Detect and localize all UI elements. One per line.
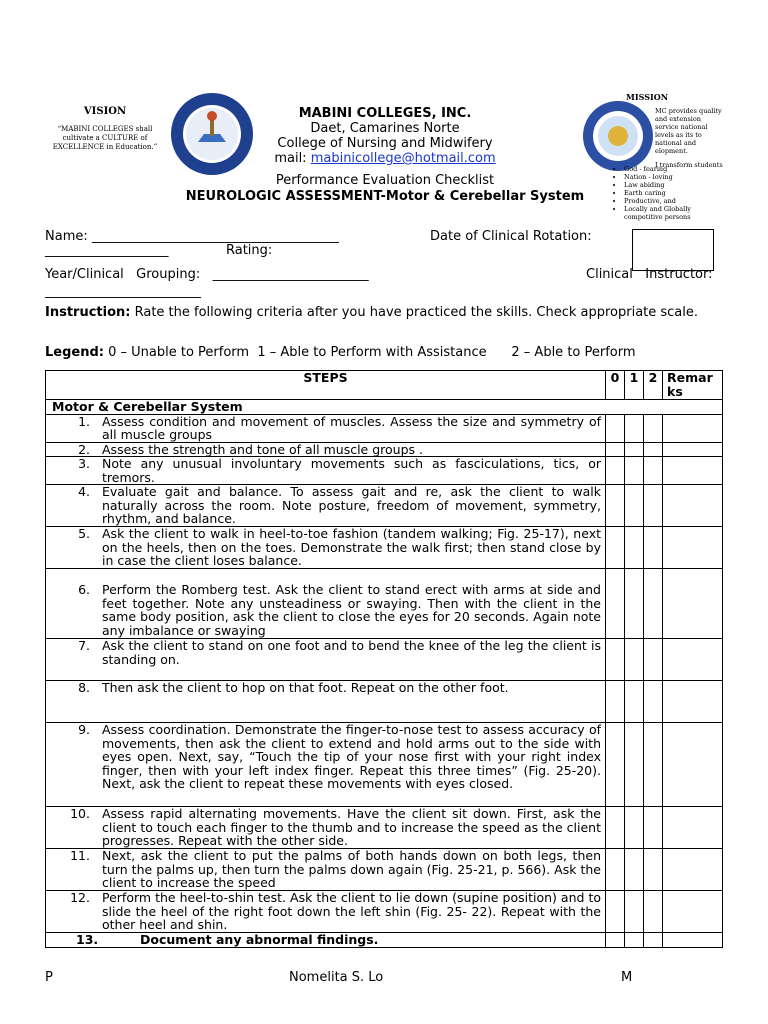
score-2-cell[interactable] [644,807,663,849]
step-text: Ask the client to stand on one foot and to bend the knee of the leg the client is standing on. [102,638,601,667]
score-1-cell[interactable] [625,485,644,527]
mission-sub: I transform students [655,161,723,169]
score-0-cell[interactable] [606,414,625,442]
instruction-label: Instruction: [45,305,131,320]
score-1-cell[interactable] [625,849,644,891]
remarks-cell[interactable] [663,891,723,933]
table-row [46,681,723,723]
instruction-text: Rate the following criteria after you have practiced the skills. Check appropriate scale. [130,305,699,320]
legend-label: Legend: [45,345,104,360]
legend [45,345,636,360]
mission-bullets [610,165,729,221]
table-row [46,414,723,442]
mission-bullet: • Productive, and [624,197,729,205]
score-1-cell[interactable] [625,442,644,457]
remarks-cell[interactable] [663,849,723,891]
remarks-header: Remarks [663,371,723,400]
score-1-cell[interactable] [625,933,644,948]
step-number: 6. [78,582,90,597]
step-number: 4. [78,484,90,499]
table-row [46,933,723,948]
step-number: 8. [78,680,90,695]
score-1-cell[interactable] [625,527,644,569]
step-number: 7. [78,638,90,653]
rating-label: Rating: [226,243,273,258]
score-0-cell[interactable] [606,723,625,807]
date-of-rotation-label: Date of Clinical Rotation: [430,229,592,244]
table-row [46,485,723,527]
score-0-header: 0 [606,371,625,400]
step-cell [46,457,606,485]
step-number: 11. [70,848,90,863]
remarks-cell[interactable] [663,639,723,681]
year-group-field[interactable]: Year/Clinical Grouping: ________________________ [45,267,369,282]
mission-text [655,107,725,169]
score-0-cell[interactable] [606,442,625,457]
score-1-cell[interactable] [625,639,644,681]
checklist-titles [150,173,620,205]
remarks-cell[interactable] [663,527,723,569]
step-number: 2. [78,441,90,457]
remarks-cell[interactable] [663,457,723,485]
step-text: Assess coordination. Demonstrate the finger-to-nose test to assess accuracy of movements, then ask the client to extend and hold arms out to the side with eyes open. Next, say, “Touch the tip of your nose first with your right index finger, then with your left index finger. Repeat this three times” (Fig. 25-20). Next, ask the client to repeat these movements with eyes closed. [102,722,601,791]
score-0-cell[interactable] [606,933,625,948]
step-text: Assess condition and movement of muscles. Assess the size and symmetry of all muscle groups [102,413,601,442]
score-0-cell[interactable] [606,569,625,639]
vision-text: “MABINI COLLEGES shall cultivate a CULTURE of EXCELLENCE in Education.” [52,125,158,151]
step-cell [46,527,606,569]
table-row [46,442,723,457]
step-text: Note any unusual involuntary movements such as fasciculations, tics, or tremors. [102,456,601,485]
remarks-cell[interactable] [663,485,723,527]
score-1-cell[interactable] [625,681,644,723]
score-0-cell[interactable] [606,807,625,849]
step-cell [46,807,606,849]
score-2-cell[interactable] [644,933,663,948]
score-2-header: 2 [644,371,663,400]
table-row [46,849,723,891]
step-cell [46,933,606,948]
table-row [46,639,723,681]
email-link[interactable]: mabinicollege@hotmail.com [310,151,496,166]
footer-center: Nomelita S. Lo [289,970,384,985]
step-text: Assess the strength and tone of all muscle groups . [102,441,423,457]
table-row [46,723,723,807]
step-cell [46,681,606,723]
mission-bullet: • Earth caring [624,189,729,197]
step-number: 1. [78,413,90,429]
step-cell [46,891,606,933]
score-0-cell[interactable] [606,527,625,569]
mission-bullet: • Law abiding [624,181,729,189]
score-2-cell[interactable] [644,569,663,639]
step-number: 10. [70,806,90,821]
score-2-cell[interactable] [644,457,663,485]
score-0-cell[interactable] [606,639,625,681]
score-2-cell[interactable] [644,485,663,527]
remarks-cell[interactable] [663,933,723,948]
remarks-cell[interactable] [663,723,723,807]
rating-blank[interactable]: ___________________ [45,243,169,258]
step-text: Document any abnormal findings. [140,932,379,947]
footer-right: M [621,970,633,985]
section-title: Motor & Cerebellar System [46,400,723,415]
email-label: mail: [274,151,311,166]
name-field[interactable]: Name: ______________________________________ [45,229,339,244]
score-2-cell[interactable] [644,527,663,569]
step-number: 3. [78,456,90,471]
college-name: MABINI COLLEGES, INC. [298,106,472,121]
step-cell [46,849,606,891]
mission-bullet: • God - fearing [624,165,729,173]
college-department: College of Nursing and Midwifery [277,136,493,151]
score-2-cell[interactable] [644,723,663,807]
step-cell [46,569,606,639]
remarks-cell[interactable] [663,414,723,442]
step-text: Evaluate gait and balance. To assess gait and re, ask the client to walk naturally across the room. Note posture, freedom of movement, symmetry, rhythm, and balance. [102,484,601,526]
vision-title: VISION [83,106,127,117]
step-number: 12. [70,890,90,905]
step-number: 9. [78,722,90,737]
legend-text: 0 – Unable to Perform 1 – Able to Perform with Assistance 2 – Able to Perform [103,345,636,360]
score-0-cell[interactable] [606,485,625,527]
score-1-cell[interactable] [625,723,644,807]
mission-body: MC provides quality and extension service national levels as its to national and elopment. [655,107,722,155]
step-cell [46,639,606,681]
score-1-header: 1 [625,371,644,400]
instructor-label: Clinical Instructor: [586,267,713,282]
table-row [46,527,723,569]
college-email-line [250,151,520,166]
score-1-cell[interactable] [625,569,644,639]
remarks-cell[interactable] [663,681,723,723]
table-header-row [46,371,723,400]
remarks-cell[interactable] [663,569,723,639]
score-0-cell[interactable] [606,457,625,485]
table-row [46,891,723,933]
score-1-cell[interactable] [625,414,644,442]
section-row [46,400,723,415]
step-number: 5. [78,526,90,541]
step-number: 13. [76,932,99,947]
remarks-cell[interactable] [663,807,723,849]
footer-left: P [45,970,53,985]
score-2-cell[interactable] [644,639,663,681]
score-0-cell[interactable] [606,891,625,933]
vision-block [50,106,160,152]
score-2-cell[interactable] [644,681,663,723]
mission-bullet: • Locally and Globally competitive persons [624,205,729,221]
steps-table [45,370,723,948]
mission-bullet: • Nation - loving [624,173,729,181]
score-1-cell[interactable] [625,891,644,933]
steps-header: STEPS [46,371,606,400]
table-row [46,807,723,849]
step-cell [46,723,606,807]
checklist-title: NEUROLOGIC ASSESSMENT-Motor & Cerebellar System [185,189,585,204]
score-2-cell[interactable] [644,414,663,442]
college-seal-logo [170,92,254,176]
score-1-cell[interactable] [625,457,644,485]
rating-box[interactable] [632,229,714,271]
college-header [250,106,520,166]
score-0-cell[interactable] [606,681,625,723]
step-text: Perform the heel-to-shin test. Ask the client to lie down (supine position) and to slide the heel of the right foot down the left shin (Fig. 25- 22). Repeat with the other heel and shin. [102,890,601,932]
instructor-field[interactable]: ________________________ [45,284,201,299]
step-text: Perform the Romberg test. Ask the client to stand erect with arms at side and feet together. Note any unsteadiness or swaying. Then with the client in the same body position, ask the client to close the eyes for 20 seconds. Again note any imbalance or swaying [102,582,601,638]
score-2-cell[interactable] [644,849,663,891]
checklist-subtitle: Performance Evaluation Checklist [275,173,495,188]
mission-title: MISSION [626,92,668,102]
score-0-cell[interactable] [606,849,625,891]
step-text: Then ask the client to hop on that foot. Repeat on the other foot. [102,680,509,695]
step-text: Next, ask the client to put the palms of both hands down on both legs, then turn the palms up, then turn the palms down again (Fig. 25-21, p. 566). Ask the client to increase the speed [102,848,601,890]
score-2-cell[interactable] [644,442,663,457]
step-text: Assess rapid alternating movements. Have the client sit down. First, ask the client to touch each finger to the thumb and to increase the speed as the client progresses. Repeat with the other side. [102,806,601,848]
step-cell [46,485,606,527]
score-2-cell[interactable] [644,891,663,933]
college-location: Daet, Camarines Norte [310,121,460,136]
remarks-cell[interactable] [663,442,723,457]
step-cell [46,442,606,457]
table-row [46,457,723,485]
instruction [45,305,721,320]
step-cell [46,414,606,442]
score-1-cell[interactable] [625,807,644,849]
table-row [46,569,723,639]
step-text: Ask the client to walk in heel-to-toe fashion (tandem walking; Fig. 25-17), next on the heels, then on the toes. Demonstrate the walk first; then stand close by in case the client loses balance. [102,526,601,568]
